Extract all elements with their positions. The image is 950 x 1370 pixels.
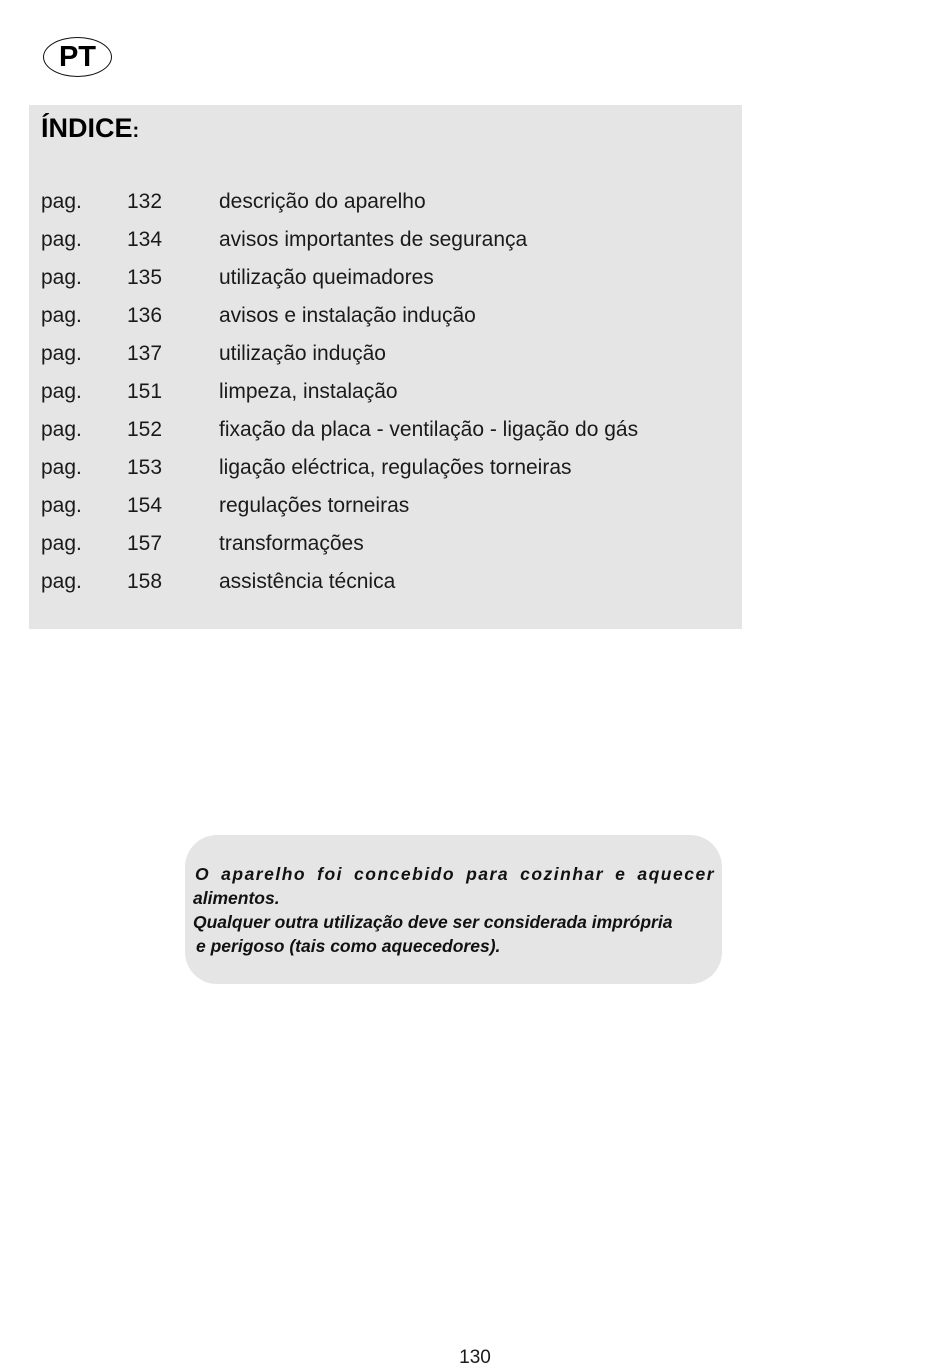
index-title-colon: : bbox=[132, 120, 140, 142]
index-entry-prefix: pag. bbox=[41, 266, 82, 289]
index-entry-page: 151 bbox=[127, 380, 163, 403]
index-entry-prefix: pag. bbox=[41, 228, 82, 251]
index-entry bbox=[41, 563, 638, 601]
index-entry-page: 153 bbox=[127, 456, 163, 479]
warning-line: e perigoso (tais como aquecedores). bbox=[196, 936, 501, 956]
index-entry bbox=[41, 335, 638, 373]
index-entry-page: 157 bbox=[127, 532, 163, 555]
index-entry-description: descrição do aparelho bbox=[219, 190, 426, 213]
warning-line: alimentos. bbox=[193, 888, 280, 908]
usage-warning-text bbox=[193, 862, 715, 958]
index-entry-page: 132 bbox=[127, 190, 163, 213]
index-entry-page: 135 bbox=[127, 266, 163, 289]
index-entry-prefix: pag. bbox=[41, 532, 82, 555]
index-entry-prefix: pag. bbox=[41, 456, 82, 479]
index-entry bbox=[41, 411, 638, 449]
index-entry-prefix: pag. bbox=[41, 570, 82, 593]
warning-line: O aparelho foi concebido para cozinhar e aquecer bbox=[195, 864, 715, 884]
index-entry-prefix: pag. bbox=[41, 494, 82, 517]
warning-line: Qualquer outra utilização deve ser considerada imprópria bbox=[193, 912, 673, 932]
index-entry-prefix: pag. bbox=[41, 304, 82, 327]
index-entry-page: 134 bbox=[127, 228, 163, 251]
index-entry-description: ligação eléctrica, regulações torneiras bbox=[219, 456, 572, 479]
index-entry-page: 152 bbox=[127, 418, 163, 441]
index-entry-description: fixação da placa - ventilação - ligação do gás bbox=[219, 418, 639, 441]
index-entry bbox=[41, 221, 638, 259]
index-entry-page: 137 bbox=[127, 342, 163, 365]
language-badge: PT bbox=[43, 37, 112, 77]
index-entry-description: limpeza, instalação bbox=[219, 380, 398, 403]
index-entry-page: 136 bbox=[127, 304, 163, 327]
index-title bbox=[41, 113, 139, 144]
index-list bbox=[41, 183, 638, 601]
index-entry-description: avisos importantes de segurança bbox=[219, 228, 528, 251]
index-entry-description: transformações bbox=[219, 532, 364, 555]
index-panel bbox=[29, 105, 742, 629]
index-title-text: ÍNDICE bbox=[41, 113, 133, 143]
index-entry bbox=[41, 449, 638, 487]
index-entry bbox=[41, 525, 638, 563]
index-entry-prefix: pag. bbox=[41, 342, 82, 365]
index-entry-description: utilização indução bbox=[219, 342, 386, 365]
usage-warning-box bbox=[185, 835, 722, 984]
index-entry-prefix: pag. bbox=[41, 418, 82, 441]
index-entry-prefix: pag. bbox=[41, 190, 82, 213]
index-entry bbox=[41, 373, 638, 411]
index-entry-description: assistência técnica bbox=[219, 570, 396, 593]
index-entry-prefix: pag. bbox=[41, 380, 82, 403]
index-entry-page: 154 bbox=[127, 494, 163, 517]
page-number: 130 bbox=[459, 1347, 491, 1368]
index-entry bbox=[41, 183, 638, 221]
index-entry-description: utilização queimadores bbox=[219, 266, 434, 289]
index-entry-description: avisos e instalação indução bbox=[219, 304, 476, 327]
index-entry bbox=[41, 297, 638, 335]
index-entry-page: 158 bbox=[127, 570, 163, 593]
index-entry-description: regulações torneiras bbox=[219, 494, 410, 517]
index-entry bbox=[41, 487, 638, 525]
index-entry bbox=[41, 259, 638, 297]
